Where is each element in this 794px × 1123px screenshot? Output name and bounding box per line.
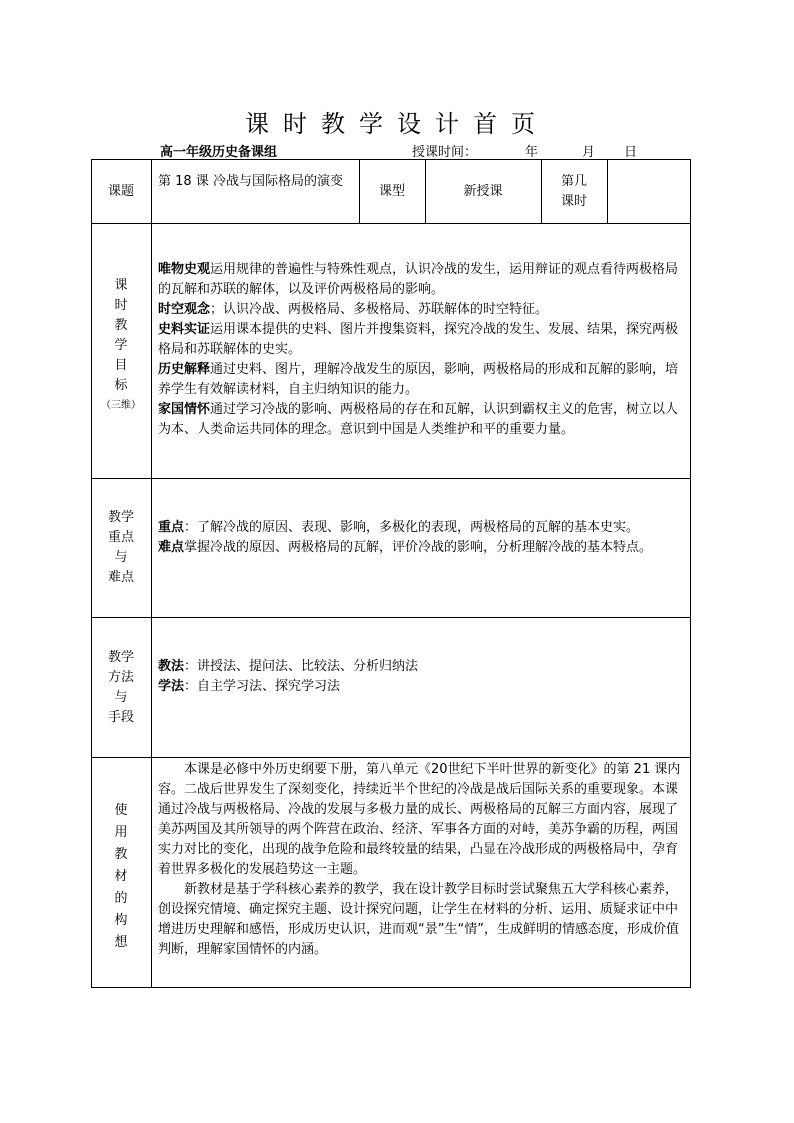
keypoint-item: 重点：了解冷战的原因、表现、影响，多极化的表现，两极格局的瓦解的基本史实。 [158, 520, 640, 535]
objective-item: 史料实证运用课本提供的史料、图片并搜集资料，探究冷战的发生、发展、结果，探究两极格局和苏联解体的史实。 [158, 322, 679, 357]
method-item: 学法：自主学习法、探究学习法 [158, 679, 341, 694]
keypoints-label: 教学 重点 与 难点 [107, 510, 134, 585]
objective-item: 家国情怀通过学习冷战的影响、两极格局的存在和瓦解，认识到霸权主义的危害，树立以人为本、人类命运共同体的理念。意识到中国是人类维护和平的重要力量。 [158, 402, 679, 437]
objectives-label: 课 时 教 学 目 标 （三维） [91, 276, 151, 416]
method-item: 教法：讲授法、提问法、比较法、分析归纳法 [158, 659, 419, 674]
concept-paragraph: 新教材是基于学科核心素养的教学，我在设计教学目标时尝试聚焦五大学科核心素养，创设探究情境、确定探究主题、设计探究问题，让学生在材料的分析、运用、质疑求证中中增进历史理解和感悟，形成历史认识，进而观“景”生“情”，生成鲜明的情感态度，形成价值判断，理解家国情怀的内涵。 [158, 882, 679, 957]
period-label: 第几课时 [560, 174, 587, 209]
year-label: 年 [525, 145, 539, 160]
concept-paragraph: 本课是必修中外历史纲要下册，第八单元《20世纪下半叶世界的新变化》的第 21 课内容。二战后世界发生了深刻变化，持续近半个世纪的冷战是战后国际关系的重要现象。本课通过冷战与两极格局、冷战的发展与多极力量的成长、两极格局的瓦解三方面内容，展现了美苏两国及其所领导的两个阵营在政治、经济、军事各方面的对峙，美苏争霸的历程，两国实力对比的变化，出现的战争危险和最终较量的结果，凸显在冷战形成的两极格局中，孕育着世界多极化的发展趋势这一主题。 [158, 762, 681, 877]
concept-content [158, 760, 686, 960]
objective-item: 历史解释通过史料、图片，理解冷战发生的原因，影响，两极格局的形成和瓦解的影响，培养学生有效解读材料，自主归纳知识的能力。 [158, 362, 679, 397]
topic-value: 第 18 课 冷战与国际格局的演变 [158, 174, 343, 189]
objectives-sublabel: （三维） [101, 400, 141, 411]
concept-label: 使 用 教 材 的 构 想 [114, 803, 128, 950]
month-label: 月 [582, 145, 596, 160]
objective-item: 唯物史观运用规律的普遍性与特殊性观点，认识冷战的发生，运用辩证的观点看待两极格局的瓦解和苏联的解体，以及评价两极格局的影响。 [158, 262, 679, 297]
methods-content [158, 657, 686, 697]
time-label: 授课时间： [412, 145, 478, 160]
group-name: 高一年级历史备课组 [160, 145, 278, 160]
day-label: 日 [624, 145, 638, 160]
page-title: 课时教学设计首页 [245, 110, 549, 138]
methods-label: 教学 方法 与 手段 [107, 650, 134, 725]
type-label: 课型 [378, 184, 405, 199]
topic-label: 课题 [107, 184, 134, 199]
keypoint-item: 难点掌握冷战的原因、两极格局的瓦解，评价冷战的影响，分析理解冷战的基本特点。 [158, 540, 653, 555]
objectives-content [158, 260, 686, 440]
keypoints-content [158, 518, 690, 558]
objective-item: 时空观念；认识冷战、两极格局、多极格局、苏联解体的时空特征。 [158, 302, 549, 317]
type-value: 新授课 [463, 184, 503, 199]
